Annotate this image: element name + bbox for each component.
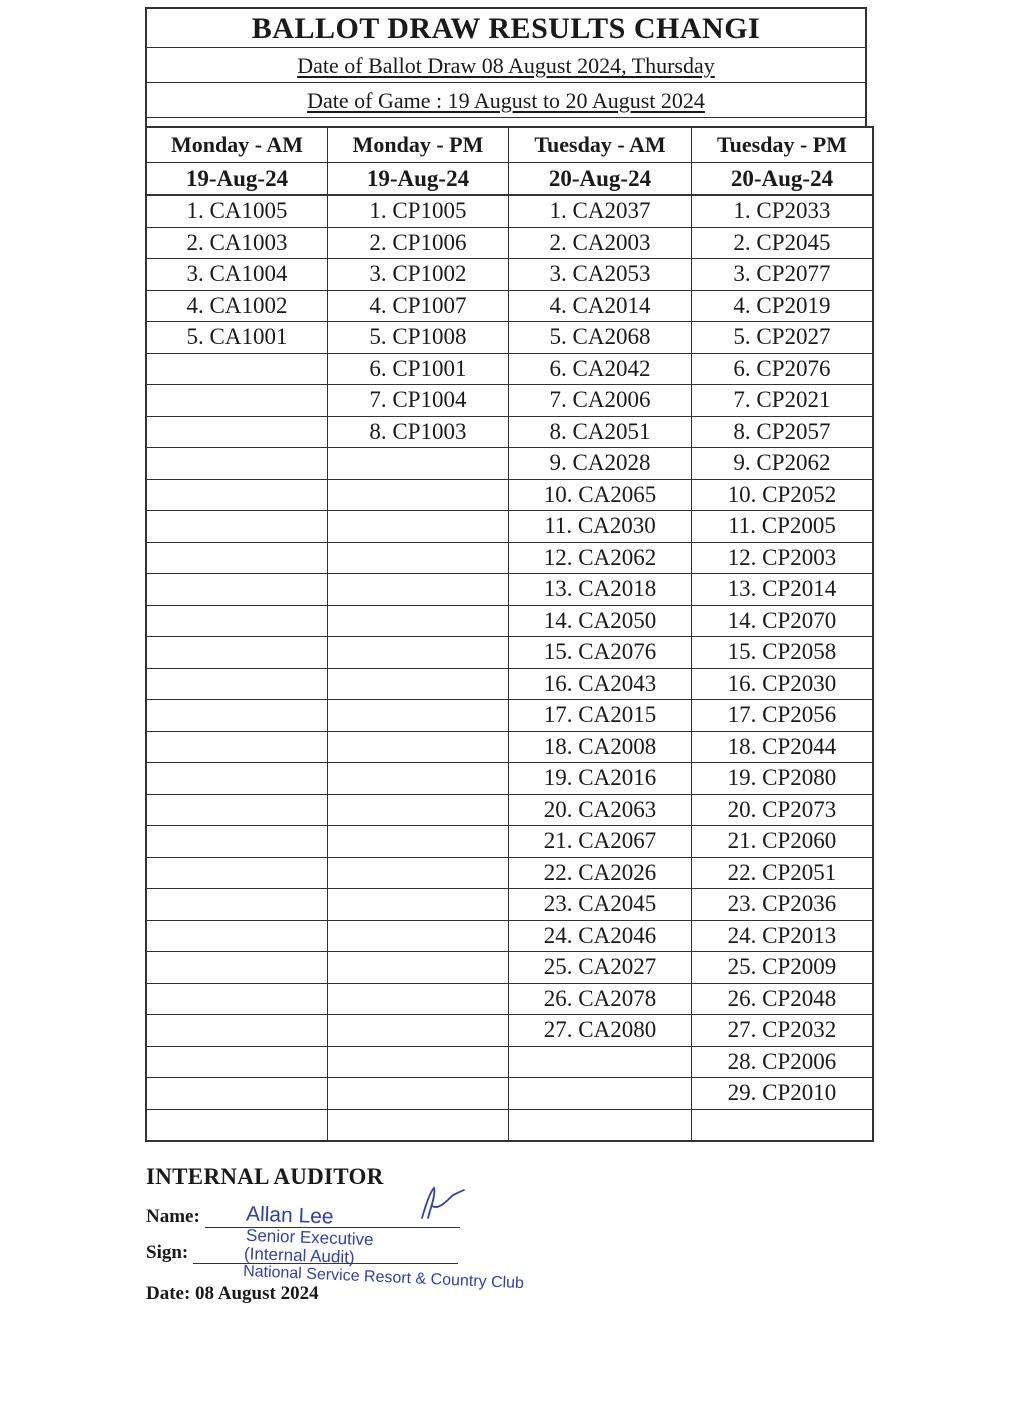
table-cell [328,1046,509,1078]
table-cell [328,952,509,984]
table-cell: 16. CA2043 [509,668,692,700]
header-block [145,7,867,118]
table-cell: 7. CP2021 [692,385,874,417]
table-row [146,920,873,952]
table-cell [146,542,328,574]
table-cell: 28. CP2006 [692,1046,874,1078]
table-cell [146,731,328,763]
signature-icon [416,1184,468,1220]
table-row [146,259,873,291]
table-cell: 25. CP2009 [692,952,874,984]
draw-date-row [147,48,865,83]
table-row [146,227,873,259]
table-cell: 24. CP2013 [692,920,874,952]
table-cell: 26. CA2078 [509,983,692,1015]
table-cell [692,1109,874,1141]
table-cell [146,605,328,637]
table-row [146,448,873,480]
table-cell [146,637,328,669]
column-day-header: Tuesday - PM [692,127,874,163]
table-cell: 21. CA2067 [509,826,692,858]
table-row [146,1078,873,1110]
table-cell: 29. CP2010 [692,1078,874,1110]
game-date-row [147,83,865,118]
table-cell [328,857,509,889]
column-date-header: 19-Aug-24 [328,163,509,196]
table-row [146,574,873,606]
table-cell: 14. CP2070 [692,605,874,637]
table-row [146,416,873,448]
table-cell: 4. CA1002 [146,290,328,322]
table-row [146,542,873,574]
column-day-header: Tuesday - AM [509,127,692,163]
table-cell: 25. CA2027 [509,952,692,984]
table-cell [328,889,509,921]
stamp-name: Allan Lee [245,1202,334,1229]
table-cell: 18. CA2008 [509,731,692,763]
table-cell: 22. CP2051 [692,857,874,889]
table-cell: 23. CP2036 [692,889,874,921]
table-row [146,605,873,637]
table-cell: 1. CP1005 [328,195,509,227]
table-cell [146,700,328,732]
table-cell: 13. CP2014 [692,574,874,606]
table-cell [146,479,328,511]
table-cell: 5. CA2068 [509,322,692,354]
table-cell [328,1109,509,1141]
date-line [146,1283,319,1305]
table-row [146,290,873,322]
table-cell: 13. CA2018 [509,574,692,606]
table-row [146,195,873,227]
table-cell [146,920,328,952]
table-row [146,983,873,1015]
table-cell: 6. CP1001 [328,353,509,385]
table-cell: 5. CA1001 [146,322,328,354]
table-cell [328,700,509,732]
sign-label: Sign: [146,1242,189,1263]
table-row [146,385,873,417]
table-cell: 1. CA2037 [509,195,692,227]
table-cell: 3. CP1002 [328,259,509,291]
table-cell: 27. CP2032 [692,1015,874,1047]
table-row [146,731,873,763]
table-cell [146,952,328,984]
table-cell: 8. CA2051 [509,416,692,448]
table-cell: 8. CP2057 [692,416,874,448]
table-cell: 27. CA2080 [509,1015,692,1047]
table-cell: 6. CP2076 [692,353,874,385]
table-cell [328,574,509,606]
table-row [146,479,873,511]
table-cell: 3. CA2053 [509,259,692,291]
table-row [146,322,873,354]
table-cell [146,668,328,700]
table-cell [328,542,509,574]
table-row [146,668,873,700]
results-table [145,126,874,1142]
table-cell: 17. CP2056 [692,700,874,732]
table-cell [328,920,509,952]
table-cell: 10. CA2065 [509,479,692,511]
table-cell [328,826,509,858]
table-cell: 22. CA2026 [509,857,692,889]
table-cell: 2. CP2045 [692,227,874,259]
table-cell [328,1015,509,1047]
table-cell [509,1046,692,1078]
page-title: BALLOT DRAW RESULTS CHANGI [147,9,865,48]
table-cell [146,511,328,543]
day-header-row [146,127,873,163]
table-row [146,1046,873,1078]
table-cell: 4. CP1007 [328,290,509,322]
table-cell [146,353,328,385]
table-cell [328,794,509,826]
table-row [146,763,873,795]
column-day-header: Monday - AM [146,127,328,163]
table-cell [328,668,509,700]
table-cell [328,731,509,763]
table-cell: 26. CP2048 [692,983,874,1015]
table-cell [509,1078,692,1110]
table-row [146,952,873,984]
table-row [146,700,873,732]
ballot-sheet [145,7,867,1142]
table-cell: 2. CA1003 [146,227,328,259]
table-cell: 7. CA2006 [509,385,692,417]
table-cell: 21. CP2060 [692,826,874,858]
table-cell: 12. CP2003 [692,542,874,574]
table-cell: 1. CP2033 [692,195,874,227]
table-cell: 17. CA2015 [509,700,692,732]
table-cell: 8. CP1003 [328,416,509,448]
table-cell: 19. CP2080 [692,763,874,795]
table-cell: 18. CP2044 [692,731,874,763]
name-label: Name: [146,1206,200,1227]
table-cell [146,385,328,417]
table-cell: 15. CP2058 [692,637,874,669]
table-cell [146,448,328,480]
date-header-row [146,163,873,196]
table-cell [146,1046,328,1078]
table-cell: 4. CA2014 [509,290,692,322]
table-cell: 24. CA2046 [509,920,692,952]
table-row [146,826,873,858]
table-cell [146,826,328,858]
table-cell [328,763,509,795]
table-cell [328,479,509,511]
table-cell [146,1015,328,1047]
table-cell [146,857,328,889]
table-cell: 10. CP2052 [692,479,874,511]
table-cell: 2. CA2003 [509,227,692,259]
table-row [146,857,873,889]
table-cell: 16. CP2030 [692,668,874,700]
table-row [146,889,873,921]
table-row [146,794,873,826]
game-date: Date of Game : 19 August to 20 August 2024 [307,88,705,113]
table-cell: 9. CP2062 [692,448,874,480]
table-cell: 11. CP2005 [692,511,874,543]
table-cell [146,1109,328,1141]
table-cell: 2. CP1006 [328,227,509,259]
table-cell: 20. CA2063 [509,794,692,826]
table-cell: 3. CP2077 [692,259,874,291]
column-day-header: Monday - PM [328,127,509,163]
table-cell: 3. CA1004 [146,259,328,291]
table-cell: 14. CA2050 [509,605,692,637]
table-cell [509,1109,692,1141]
table-cell: 12. CA2062 [509,542,692,574]
table-cell [328,637,509,669]
table-cell [328,1078,509,1110]
table-cell: 23. CA2045 [509,889,692,921]
table-cell: 1. CA1005 [146,195,328,227]
table-cell [146,889,328,921]
table-row [146,511,873,543]
column-date-header: 20-Aug-24 [692,163,874,196]
column-date-header: 19-Aug-24 [146,163,328,196]
table-cell [146,763,328,795]
table-row [146,353,873,385]
table-cell: 5. CP1008 [328,322,509,354]
table-cell: 4. CP2019 [692,290,874,322]
table-cell [328,605,509,637]
table-cell [146,574,328,606]
table-cell [146,983,328,1015]
table-row [146,1109,873,1141]
table-cell: 15. CA2076 [509,637,692,669]
table-cell: 11. CA2030 [509,511,692,543]
stamp-org: National Service Resort & Country Club [242,1262,525,1293]
table-cell [146,794,328,826]
table-cell [146,416,328,448]
table-row [146,1015,873,1047]
results-body [146,195,873,1141]
auditor-title: INTERNAL AUDITOR [146,1164,384,1189]
stamp-dept: (Internal Audit) [243,1244,355,1267]
header-gap [145,118,867,126]
table-cell [328,983,509,1015]
internal-auditor-block [146,1164,666,1304]
stamp-role: Senior Executive [245,1225,374,1250]
table-cell [146,1078,328,1110]
draw-date: Date of Ballot Draw 08 August 2024, Thursday [297,53,715,78]
table-cell: 20. CP2073 [692,794,874,826]
table-cell: 7. CP1004 [328,385,509,417]
date-label: Date: 08 August 2024 [146,1283,319,1304]
table-cell: 6. CA2042 [509,353,692,385]
column-date-header: 20-Aug-24 [509,163,692,196]
table-cell [328,448,509,480]
table-cell: 19. CA2016 [509,763,692,795]
table-cell: 9. CA2028 [509,448,692,480]
table-row [146,637,873,669]
table-cell: 5. CP2027 [692,322,874,354]
table-cell [328,511,509,543]
